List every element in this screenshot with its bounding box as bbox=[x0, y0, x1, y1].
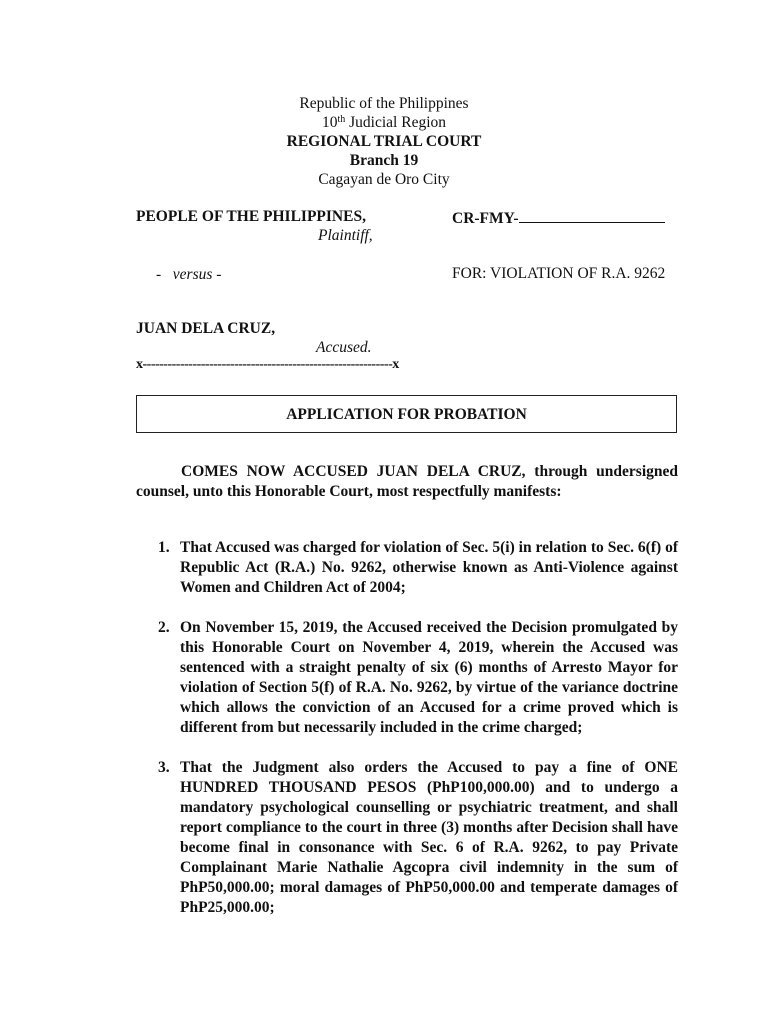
header-judicial-region bbox=[0, 113, 768, 132]
case-offense: FOR: VIOLATION OF R.A. 9262 bbox=[452, 265, 666, 282]
list-item-emphasis: penalty bbox=[356, 659, 406, 676]
case-number-blank bbox=[519, 208, 665, 223]
header-republic: Republic of the Philippines bbox=[299, 95, 469, 112]
accused-name: JUAN DELA CRUZ, bbox=[136, 320, 276, 337]
court-header bbox=[0, 94, 768, 189]
list-item-text: That the Judgment also orders the Accused to pay a fine of ONE HUNDRED THOUSAND PESOS (PhP100,000.00) and to undergo a mandatory psychological counselling or psychiatric treatment, and shall report compliance to the court in three (3) months after Decision shall have become final in consonance with Sec. 6 of R.A. 9262, to pay Private Complainant Marie Nathalie Agcopra civil indemnity in the sum of PhP50,000.00; moral damages of PhP50,000.00 and temperate damages of PhP25,000.00; bbox=[180, 759, 678, 916]
caption-separator: x------------------------------------------------------------x bbox=[136, 357, 399, 372]
header-region-number: 10 bbox=[321, 114, 338, 131]
list-item-text-continued: of six (6) months of Arresto Mayor for violation of Section 5(f) of R.A. No. 9262, by virtue of the variance doctrine which allows the conviction of an Accused for a crime proved which is different from but necessarily included in the crime charged; bbox=[180, 659, 678, 736]
header-region-label: Judicial Region bbox=[345, 114, 447, 131]
list-item bbox=[158, 618, 678, 738]
intro-rest: , through undersigned counsel, unto this Honorable Court, most respectfully manifests: bbox=[136, 463, 679, 500]
intro-bold: COMES NOW ACCUSED JUAN DELA CRUZ bbox=[181, 463, 522, 480]
list-item-text: On November 15, 2019, the Accused received the Decision promulgated by this Honorable Court on November 4, 2019, wherein the Accused was sentenced with a straight bbox=[180, 619, 678, 676]
plaintiff-name: PEOPLE OF THE PHILIPPINES, bbox=[136, 208, 366, 225]
list-item-number: 3. bbox=[158, 759, 170, 776]
intro-paragraph bbox=[136, 462, 678, 502]
list-item bbox=[158, 758, 678, 918]
header-branch: Branch 19 bbox=[349, 152, 419, 169]
versus-label: - versus - bbox=[156, 266, 222, 283]
list-item-text: That Accused was charged for violation of Sec. 5(i) in relation to Sec. 6(f) of Republic Act (R.A.) No. 9262, otherwise known as Anti-Violence against Women and Children Act of 2004; bbox=[180, 539, 678, 596]
document-title: APPLICATION FOR PROBATION bbox=[136, 395, 677, 433]
header-city: Cagayan de Oro City bbox=[318, 171, 450, 188]
list-item-number: 2. bbox=[158, 619, 170, 636]
case-number bbox=[452, 208, 692, 229]
header-region-suffix: th bbox=[337, 114, 346, 125]
header-court-name: REGIONAL TRIAL COURT bbox=[286, 133, 482, 150]
list-item-number: 1. bbox=[158, 539, 170, 556]
numbered-list bbox=[158, 538, 678, 938]
case-number-label: CR-FMY- bbox=[452, 210, 519, 227]
plaintiff-role: Plaintiff, bbox=[318, 227, 373, 244]
accused-role: Accused. bbox=[316, 339, 372, 356]
list-item bbox=[158, 538, 678, 598]
